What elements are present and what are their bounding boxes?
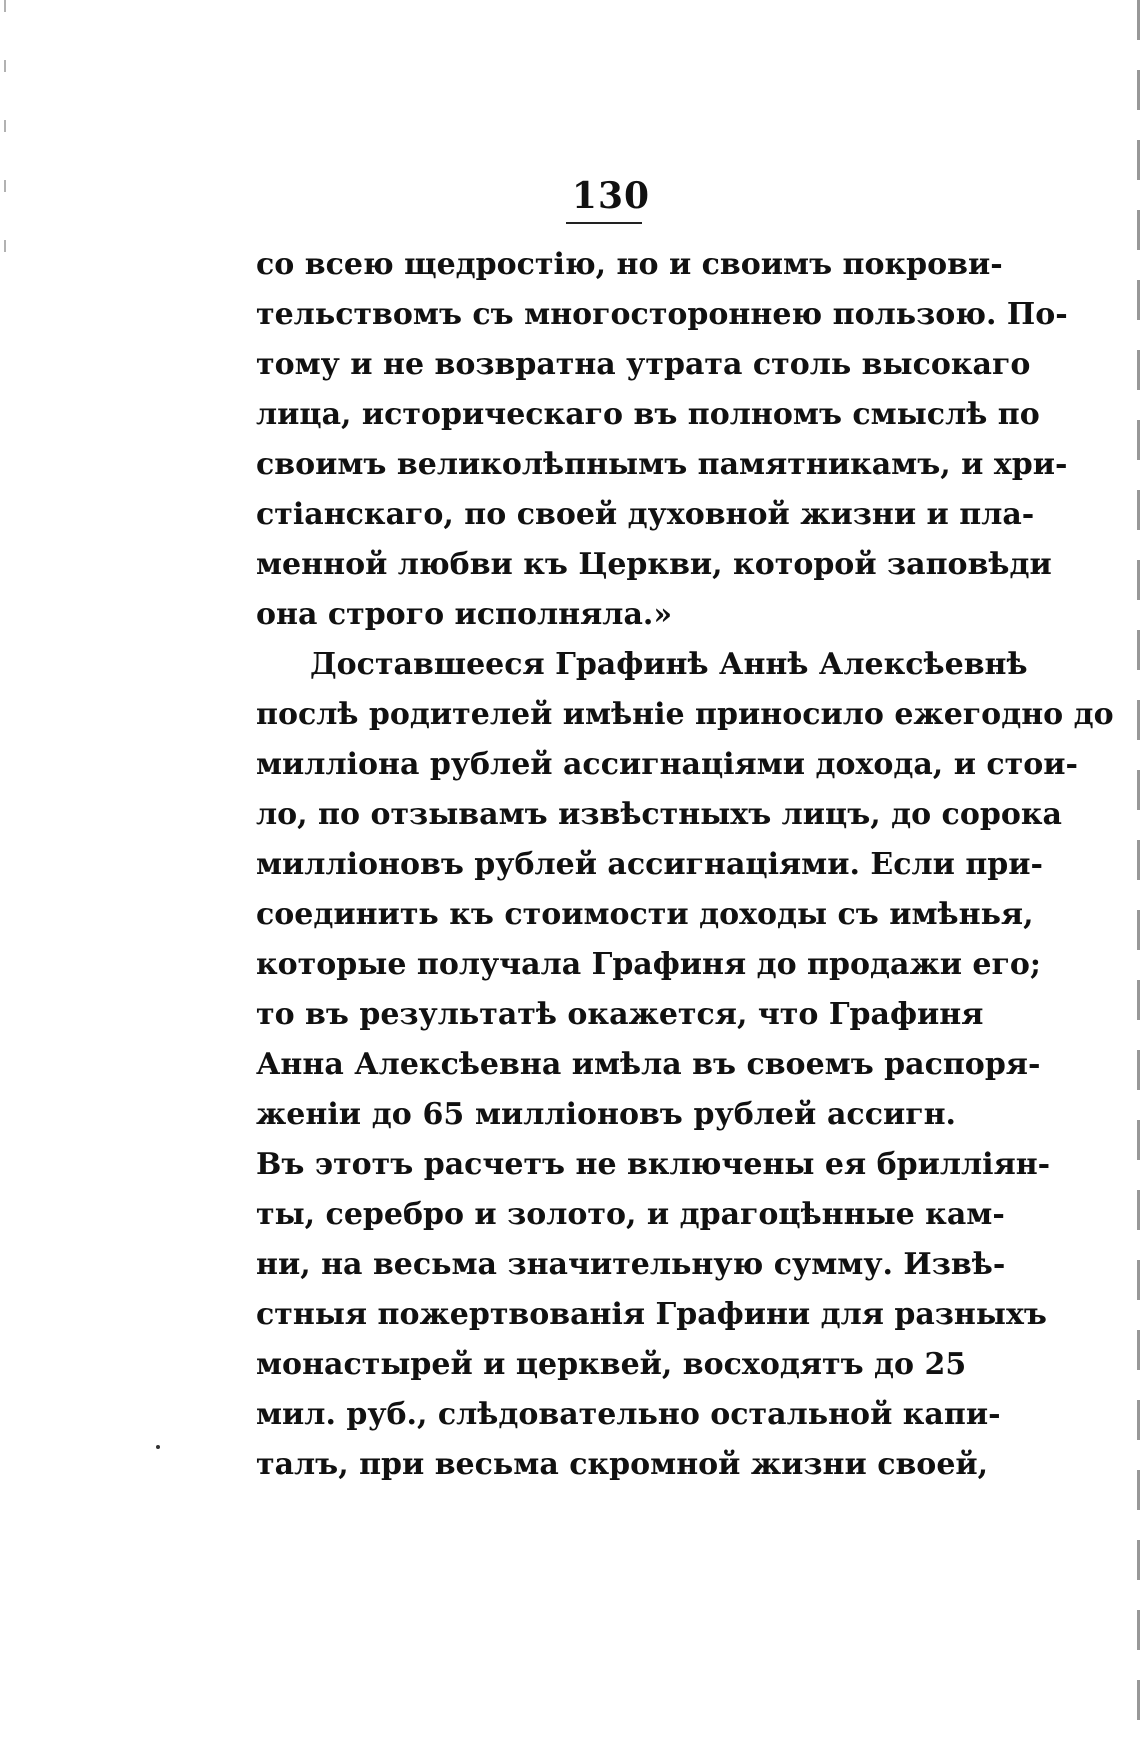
text-line: стныя пожертвованія Графини для разныхъ: [256, 1297, 1047, 1332]
text-line: тельствомъ съ многостороннею пользою. По-: [256, 297, 1068, 332]
text-line: то въ результатѣ окажется, что Графиня: [256, 997, 984, 1032]
text-line: стіанскаго, по своей духовной жизни и пла-: [256, 497, 1035, 532]
text-line: мил. руб., слѣдовательно остальной капи-: [256, 1397, 1001, 1432]
scan-speck: [156, 1445, 160, 1449]
text-line: Въ этотъ расчетъ не включены ея брилліян-: [256, 1147, 1051, 1182]
text-line: своимъ великолѣпнымъ памятникамъ, и хри-: [256, 447, 1068, 482]
text-line: талъ, при весьма скромной жизни своей,: [256, 1447, 989, 1482]
page-number-rule: [566, 222, 642, 224]
text-line: менной любви къ Церкви, которой заповѣди: [256, 547, 1052, 582]
scan-left-marks: [4, 0, 6, 280]
paragraph-2: [256, 640, 1114, 1490]
paragraph-1: [256, 240, 1068, 640]
page-body: [256, 240, 1114, 1490]
text-line: монастырей и церквей, восходятъ до 25: [256, 1347, 967, 1382]
text-line: которые получала Графиня до продажи его;: [256, 947, 1041, 982]
text-line: милліона рублей ассигнаціями дохода, и стои-: [256, 747, 1078, 782]
text-line: лица, историческаго въ полномъ смыслѣ по: [256, 397, 1040, 432]
text-line: она строго исполняла.»: [256, 597, 673, 632]
text-line: милліоновъ рублей ассигнаціями. Если при-: [256, 847, 1043, 882]
text-line: женіи до 65 милліоновъ рублей ассигн.: [256, 1097, 956, 1132]
text-line: Доставшееся Графинѣ Аннѣ Алексѣевнѣ: [310, 647, 1028, 682]
text-line: соединить къ стоимости доходы съ имѣнья,: [256, 897, 1034, 932]
text-line: послѣ родителей имѣніе приносило ежегодно до: [256, 697, 1114, 732]
text-line: Анна Алексѣевна имѣла въ своемъ распоря-: [256, 1047, 1041, 1082]
text-line: ло, по отзывамъ извѣстныхъ лицъ, до сорока: [256, 797, 1062, 832]
text-line: тому и не возвратна утрата столь высокаго: [256, 347, 1031, 382]
text-line: ни, на весьма значительную сумму. Извѣ-: [256, 1247, 1006, 1282]
text-line: со всею щедростію, но и своимъ покрови-: [256, 247, 1003, 282]
page-number: 130: [571, 175, 651, 217]
text-line: ты, серебро и золото, и драгоцѣнные кам-: [256, 1197, 1005, 1232]
